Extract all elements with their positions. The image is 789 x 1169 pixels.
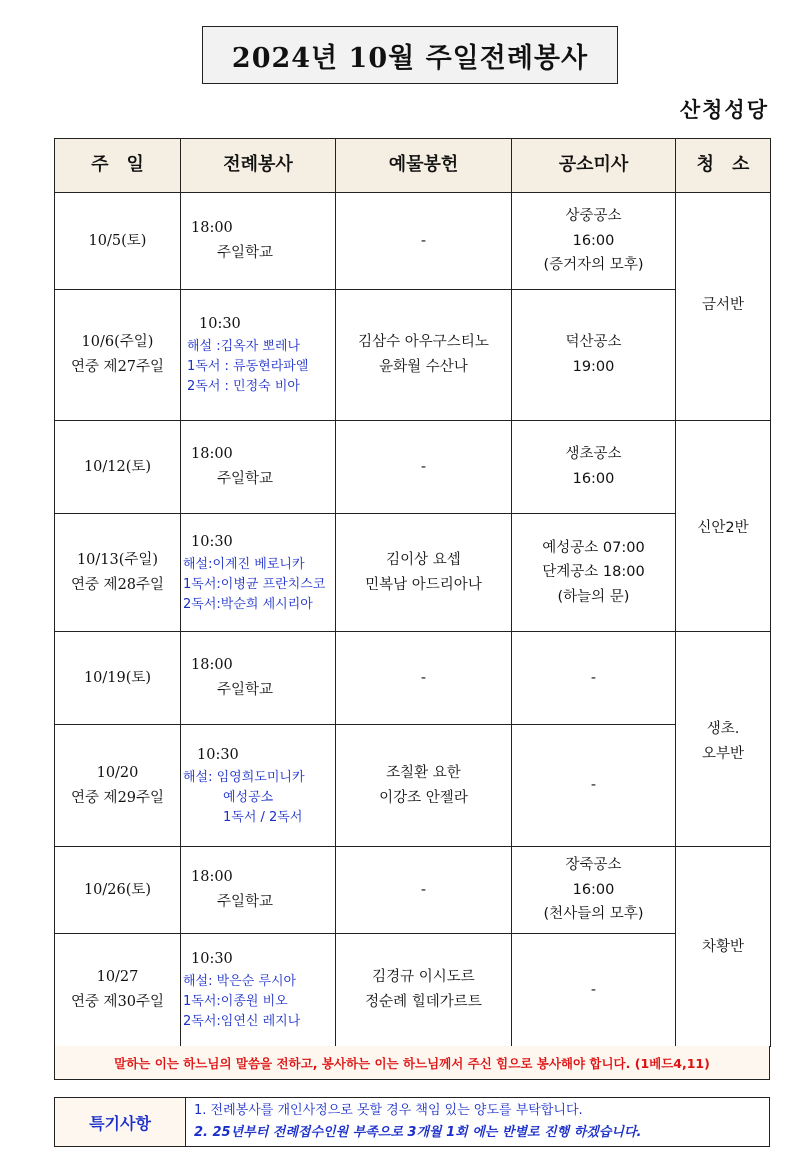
header-row	[55, 139, 771, 193]
header-mission-mass: 공소미사	[512, 139, 676, 193]
note-item: 2. 25년부터 전례접수인원 부족으로 3개월 1회 에는 반별로 진행 하겠습니다.	[194, 1125, 642, 1141]
service-cell: 10:30 해설 :김옥자 뽀레나 1독서 : 류동현라파엘 2독서 : 민정숙 비아	[181, 290, 336, 421]
mission-cell: 예성공소 07:00 단계공소 18:00 (하늘의 문)	[512, 514, 676, 632]
scripture-motto: 말하는 이는 하느님의 말씀을 전하고, 봉사하는 이는 하느님께서 주신 힘으로 봉사해야 합니다. (1베드4,11)	[54, 1046, 770, 1080]
mission-cell: 생초공소 16:00	[512, 421, 676, 514]
date-cell: 10/19(토)	[55, 632, 181, 725]
date-cell: 10/26(토)	[55, 847, 181, 934]
service-cell: 18:00 주일학교	[181, 847, 336, 934]
table-row	[55, 725, 771, 847]
notes-table	[54, 1097, 770, 1147]
offering-cell: -	[336, 847, 512, 934]
service-cell: 10:30 해설:이계진 베로니카 1독서:이병균 프란치스코 2독서:박순희 세시리아	[181, 514, 336, 632]
table-row	[55, 632, 771, 725]
table-row	[55, 290, 771, 421]
offering-cell: 김삼수 아우구스티노 윤화월 수산나	[336, 290, 512, 421]
offering-cell: -	[336, 632, 512, 725]
cleaning-cell: 생초. 오부반	[676, 632, 771, 847]
table-row	[55, 514, 771, 632]
mission-cell: -	[512, 632, 676, 725]
service-cell: 18:00 주일학교	[181, 193, 336, 290]
offering-cell: -	[336, 421, 512, 514]
schedule-table	[54, 138, 771, 1047]
notes-label: 특기사항	[55, 1098, 186, 1147]
offering-cell: 김경규 이시도르 정순례 힐데가르트	[336, 934, 512, 1047]
date-cell: 10/20 연중 제29주일	[55, 725, 181, 847]
header-cleaning: 청 소	[676, 139, 771, 193]
cleaning-cell: 금서반	[676, 193, 771, 421]
table-row	[55, 193, 771, 290]
date-cell: 10/27 연중 제30주일	[55, 934, 181, 1047]
mission-cell: -	[512, 934, 676, 1047]
notes-body	[186, 1098, 770, 1147]
offering-cell: -	[336, 193, 512, 290]
header-sunday: 주 일	[55, 139, 181, 193]
cleaning-cell: 차황반	[676, 847, 771, 1047]
table-row	[55, 421, 771, 514]
service-cell: 18:00 주일학교	[181, 632, 336, 725]
service-cell: 10:30 해설: 임영희도미니카 예성공소 1독서 / 2독서	[181, 725, 336, 847]
service-cell: 18:00 주일학교	[181, 421, 336, 514]
service-cell: 10:30 해설: 박은순 루시아 1독서:이종원 비오 2독서:임연신 레지나	[181, 934, 336, 1047]
mission-cell: -	[512, 725, 676, 847]
header-offering: 예물봉헌	[336, 139, 512, 193]
table-row	[55, 934, 771, 1047]
church-name: 산청성당	[679, 97, 769, 122]
mission-cell: 상중공소 16:00 (증거자의 모후)	[512, 193, 676, 290]
date-cell: 10/13(주일) 연중 제28주일	[55, 514, 181, 632]
offering-cell: 김이상 요셉 민복남 아드리아나	[336, 514, 512, 632]
page-title: 2024년 10월 주일전례봉사	[202, 26, 618, 84]
date-cell: 10/12(토)	[55, 421, 181, 514]
cleaning-cell: 신안2반	[676, 421, 771, 632]
note-item: 1. 전례봉사를 개인사정으로 못할 경우 책임 있는 양도를 부탁합니다.	[194, 1103, 583, 1118]
mission-cell: 덕산공소 19:00	[512, 290, 676, 421]
date-cell: 10/6(주일) 연중 제27주일	[55, 290, 181, 421]
table-row	[55, 847, 771, 934]
mission-cell: 장죽공소 16:00 (천사들의 모후)	[512, 847, 676, 934]
offering-cell: 조칠환 요한 이강조 안젤라	[336, 725, 512, 847]
header-liturgy: 전례봉사	[181, 139, 336, 193]
date-cell: 10/5(토)	[55, 193, 181, 290]
